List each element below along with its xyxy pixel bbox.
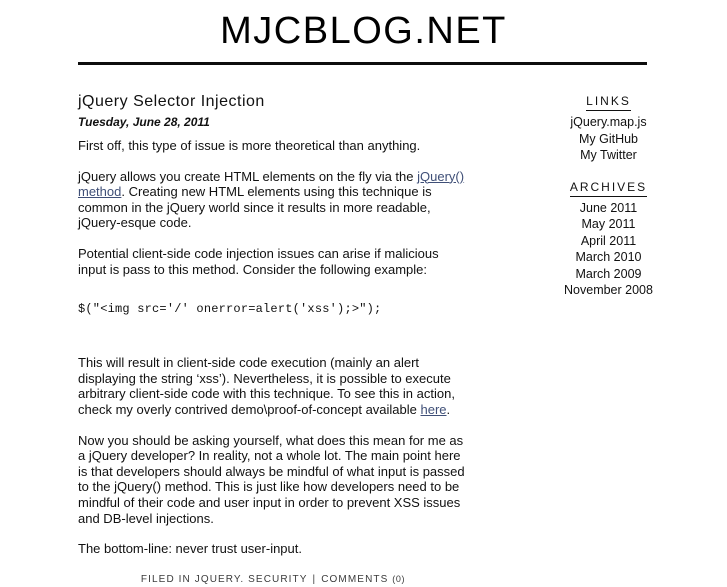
sidebar-link-my-github[interactable]: My GitHub [578,131,639,146]
main-column [78,92,468,587]
archive-link-april-2011[interactable]: April 2011 [580,233,637,248]
widget-archives-title: ARCHIVES [570,180,647,197]
list-item[interactable] [498,147,719,164]
post-title: jQuery Selector Injection [78,93,265,110]
post-paragraph-5: Now you should be asking yourself, what does this mean for me as a jQuery developer? In reality, not a whole lot. The main point here is that developers should always be mindful of what input is passed to the jQuery() method. This is just like how developers need to be mindful of their code and user input in order to prevent XSS issues and DB-level injections. [78,432,465,526]
widget-links [498,92,719,164]
post-paragraph-2 [78,169,468,231]
list-item[interactable] [498,249,719,266]
filed-in-label[interactable]: FILED IN JQUERY. SECURITY [140,573,308,585]
code-sample: $("<img src='/' onerror=alert('xss');>"); [78,302,382,317]
list-item[interactable] [498,131,719,148]
list-item[interactable] [498,233,719,250]
widget-links-title: LINKS [586,94,631,111]
paragraph-4-text-before: This will result in client-side code execution (mainly an alert displaying the string ‘xss’). Nevertheless, it is possible to execute arbitrary client-side code with this technique. To see this in action, check my overly contrived demo\proof-of-concept available [78,355,455,417]
comments-count: (0) [392,573,406,584]
archive-link-march-2010[interactable]: March 2010 [575,250,642,264]
sidebar-link-jquery-map-js[interactable]: jQuery.map.js [570,115,647,129]
sidebar-link-my-twitter[interactable]: My Twitter [580,148,637,162]
post-body [78,138,468,557]
paragraph-2-text-before: jQuery allows you create HTML elements on the fly via the [78,168,418,184]
demo-here-link[interactable]: here [420,401,447,417]
site-title: MJCBLOG.NET [220,10,507,52]
archive-link-june-2011[interactable]: June 2011 [579,200,638,215]
widget-archives [498,178,719,299]
list-item[interactable] [498,282,719,299]
paragraph-2-text-after: . Creating new HTML elements using this technique is common in the jQuery world since it results in more readable, jQuery-esque code. [78,184,432,231]
archive-link-march-2009[interactable]: March 2009 [575,266,642,281]
meta-separator: | [312,573,317,585]
post-date: Tuesday, June 28, 2011 [78,115,210,129]
list-item[interactable] [498,266,719,283]
comments-link[interactable]: COMMENTS [321,573,389,585]
list-item[interactable] [498,200,719,217]
archive-link-november-2008[interactable]: November 2008 [564,283,653,297]
list-item[interactable] [498,114,719,131]
paragraph-4-text-after: . [446,401,451,417]
sidebar [468,92,719,313]
post-paragraph-6: The bottom-line: never trust user-input. [78,541,302,557]
post-paragraph-1: First off, this type of issue is more theoretical than anything. [78,138,421,153]
list-item[interactable] [498,216,719,233]
post-paragraph-4 [78,355,468,417]
site-header [0,0,727,65]
jquery-method-link[interactable]: jQuery() method [78,168,465,200]
links-list [498,114,719,164]
archive-link-may-2011[interactable]: May 2011 [581,217,636,231]
post-paragraph-3: Potential client-side code injection issues can arise if malicious input is pass to this method. Consider the following example: [78,245,439,277]
content-wrapper [0,65,727,587]
archives-list [498,200,719,299]
post-meta [78,572,468,587]
